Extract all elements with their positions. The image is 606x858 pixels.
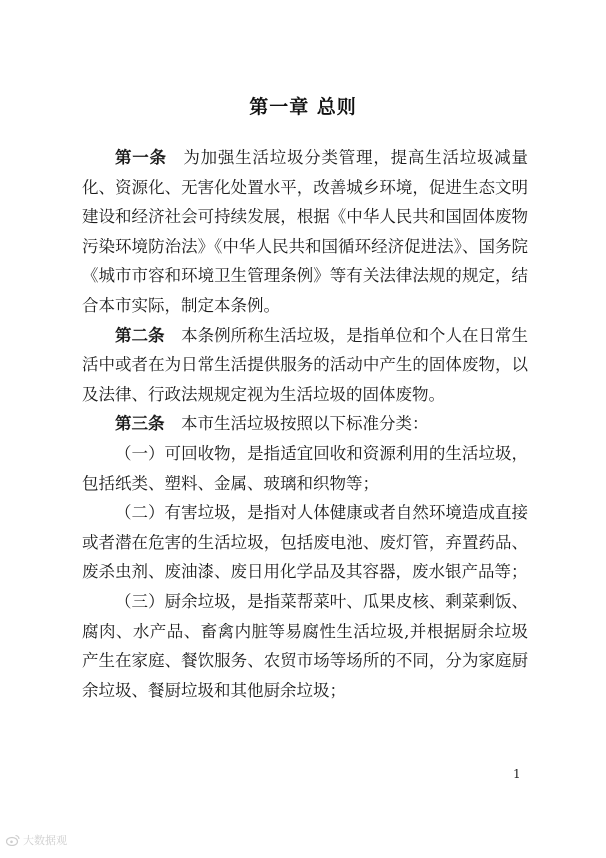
document-body <box>82 143 528 705</box>
weibo-icon <box>6 834 20 846</box>
list-item: （一）可回收物，是指适宜回收和资源利用的生活垃圾，包括纸类、塑料、金属、玻璃和织物等； <box>82 443 528 493</box>
article-paragraph <box>82 409 528 439</box>
article-paragraph <box>82 321 528 410</box>
article-label: 第三条 <box>115 414 165 434</box>
article-label: 第一条 <box>115 148 167 167</box>
article-label: 第二条 <box>115 325 165 345</box>
article-text: 本市生活垃圾按照以下标准分类： <box>181 414 429 434</box>
list-item: （三）厨余垃圾，是指菜帮菜叶、瓜果皮核、剩菜剩饭、腐肉、水产品、畜禽内脏等易腐性生活垃圾,并根据厨余垃圾产生在家庭、餐饮服务、农贸市场等场所的不同，分为家庭厨余垃圾、餐厨垃圾和其他厨余垃圾； <box>82 591 528 700</box>
article-paragraph <box>82 143 528 321</box>
watermark <box>6 832 67 848</box>
article-text: 本条例所称生活垃圾，是指单位和个人在日常生活中或者在为日常生活提供服务的活动中产生的固体废物，以及法律、行政法规规定视为生活垃圾的固体废物。 <box>82 325 529 404</box>
list-item: （二）有害垃圾，是指对人体健康或者自然环境造成直接或者潜在危害的生活垃圾，包括废电池、废灯管，弃置药品、废杀虫剂、废油漆、废日用化学品及其容器，废水银产品等； <box>82 503 528 582</box>
watermark-text: 大数据观 <box>23 834 67 847</box>
chapter-title: 第一章 总则 <box>249 96 357 118</box>
article-text: 为加强生活垃圾分类管理，提高生活垃圾减量化、资源化、无害化处置水平，改善城乡环境，促进生态文明建设和经济社会可持续发展，根据《中华人民共和国固体废物污染环境防治法》《中华人民共和国循环经济促进法》、国务院《城市市容和环境卫生管理条例》等有关法律法规的规定，结合本市实际，制定本条例。 <box>82 148 529 315</box>
page-number: 1 <box>513 767 521 781</box>
